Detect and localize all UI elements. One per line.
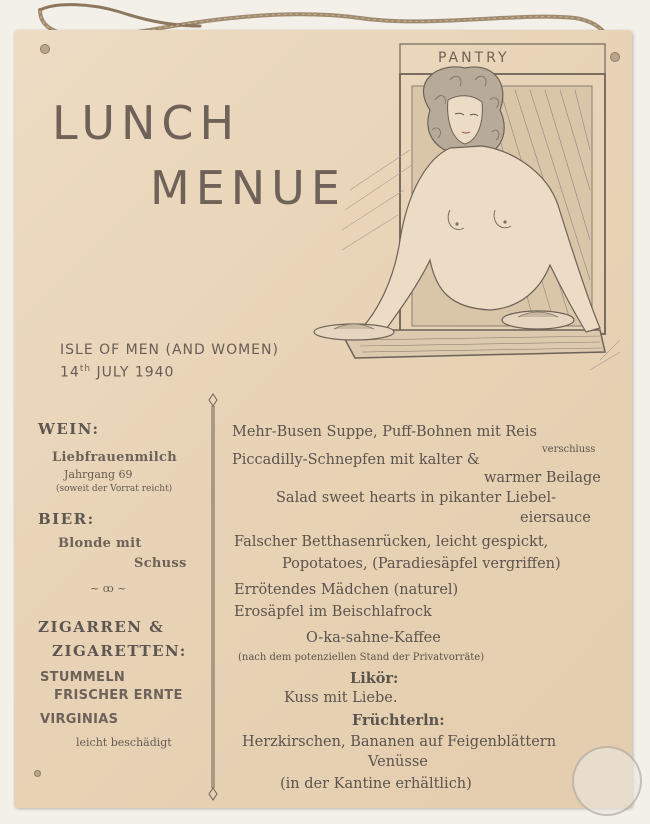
date-suffix: th: [79, 364, 92, 374]
date-line: [60, 364, 174, 381]
wein-heading: WEIN:: [38, 420, 100, 438]
date-day: 14: [60, 364, 80, 381]
bier-name-line2: Schuss: [134, 556, 187, 571]
hang-hole-left: [40, 44, 50, 54]
menu-line-10: O-ka-sahne-Kaffee: [306, 630, 441, 646]
frische-ernte: FRISCHER ERNTE: [54, 688, 183, 703]
zigarren-heading: ZIGARREN &: [38, 618, 165, 636]
stummeln: STUMMELN: [40, 670, 126, 685]
menu-line-2: Piccadilly-Schnepfen mit kalter &: [232, 452, 480, 468]
menu-line-4: Salad sweet hearts in pikanter Liebel-: [276, 490, 557, 506]
menu-line-8: Errötendes Mädchen (naturel): [234, 582, 459, 598]
wein-name: Liebfrauenmilch: [52, 450, 177, 465]
pantry-window-illustration: [300, 40, 620, 385]
fruchte-heading: Früchterln:: [352, 712, 445, 729]
fruchte-item-2: Venüsse: [368, 754, 428, 770]
title-menue: MENUE: [150, 161, 346, 215]
wein-note: (soweit der Vorrat reicht): [56, 484, 173, 494]
collector-stamp: [572, 746, 642, 816]
menu-line-6: Falscher Betthasenrücken, leicht gespickt,: [234, 534, 549, 550]
bier-heading: BIER:: [38, 510, 95, 528]
likor-item: Kuss mit Liebe.: [284, 690, 398, 706]
ornament: ~ ꝏ ~: [90, 582, 127, 595]
column-divider: [206, 392, 220, 802]
virginias-note: leicht beschädigt: [76, 736, 172, 749]
menu-line-7: Popotatoes, (Paradiesäpfel vergriffen): [282, 556, 561, 572]
location-line: ISLE OF MEN (AND WOMEN): [60, 342, 279, 358]
menu-line-1: Mehr-Busen Suppe, Puff-Bohnen mit Reis: [232, 424, 537, 440]
title-lunch: LUNCH: [52, 96, 241, 150]
menu-line-3: warmer Beilage: [484, 470, 601, 486]
likor-heading: Likör:: [350, 670, 399, 687]
virginias: VIRGINIAS: [40, 712, 119, 727]
wein-vintage: Jahrgang 69: [64, 468, 133, 481]
menu-line-1-small: verschluss: [542, 444, 596, 455]
date-rest: JULY 1940: [96, 364, 175, 381]
zigaretten-heading: ZIGARETTEN:: [52, 642, 187, 660]
menu-line-11: (nach dem potenziellen Stand der Privatvorräte): [238, 652, 485, 663]
pin-hole: [34, 770, 41, 777]
fruchte-item-1: Herzkirschen, Bananen auf Feigenblättern: [242, 734, 557, 750]
menu-line-5: eiersauce: [520, 510, 591, 526]
menu-line-9: Erosäpfel im Beischlafrock: [234, 604, 432, 620]
pantry-sign: PANTRY: [438, 50, 510, 66]
fruchte-item-3: (in der Kantine erhältlich): [280, 776, 472, 792]
bier-name-line1: Blonde mit: [58, 536, 142, 551]
